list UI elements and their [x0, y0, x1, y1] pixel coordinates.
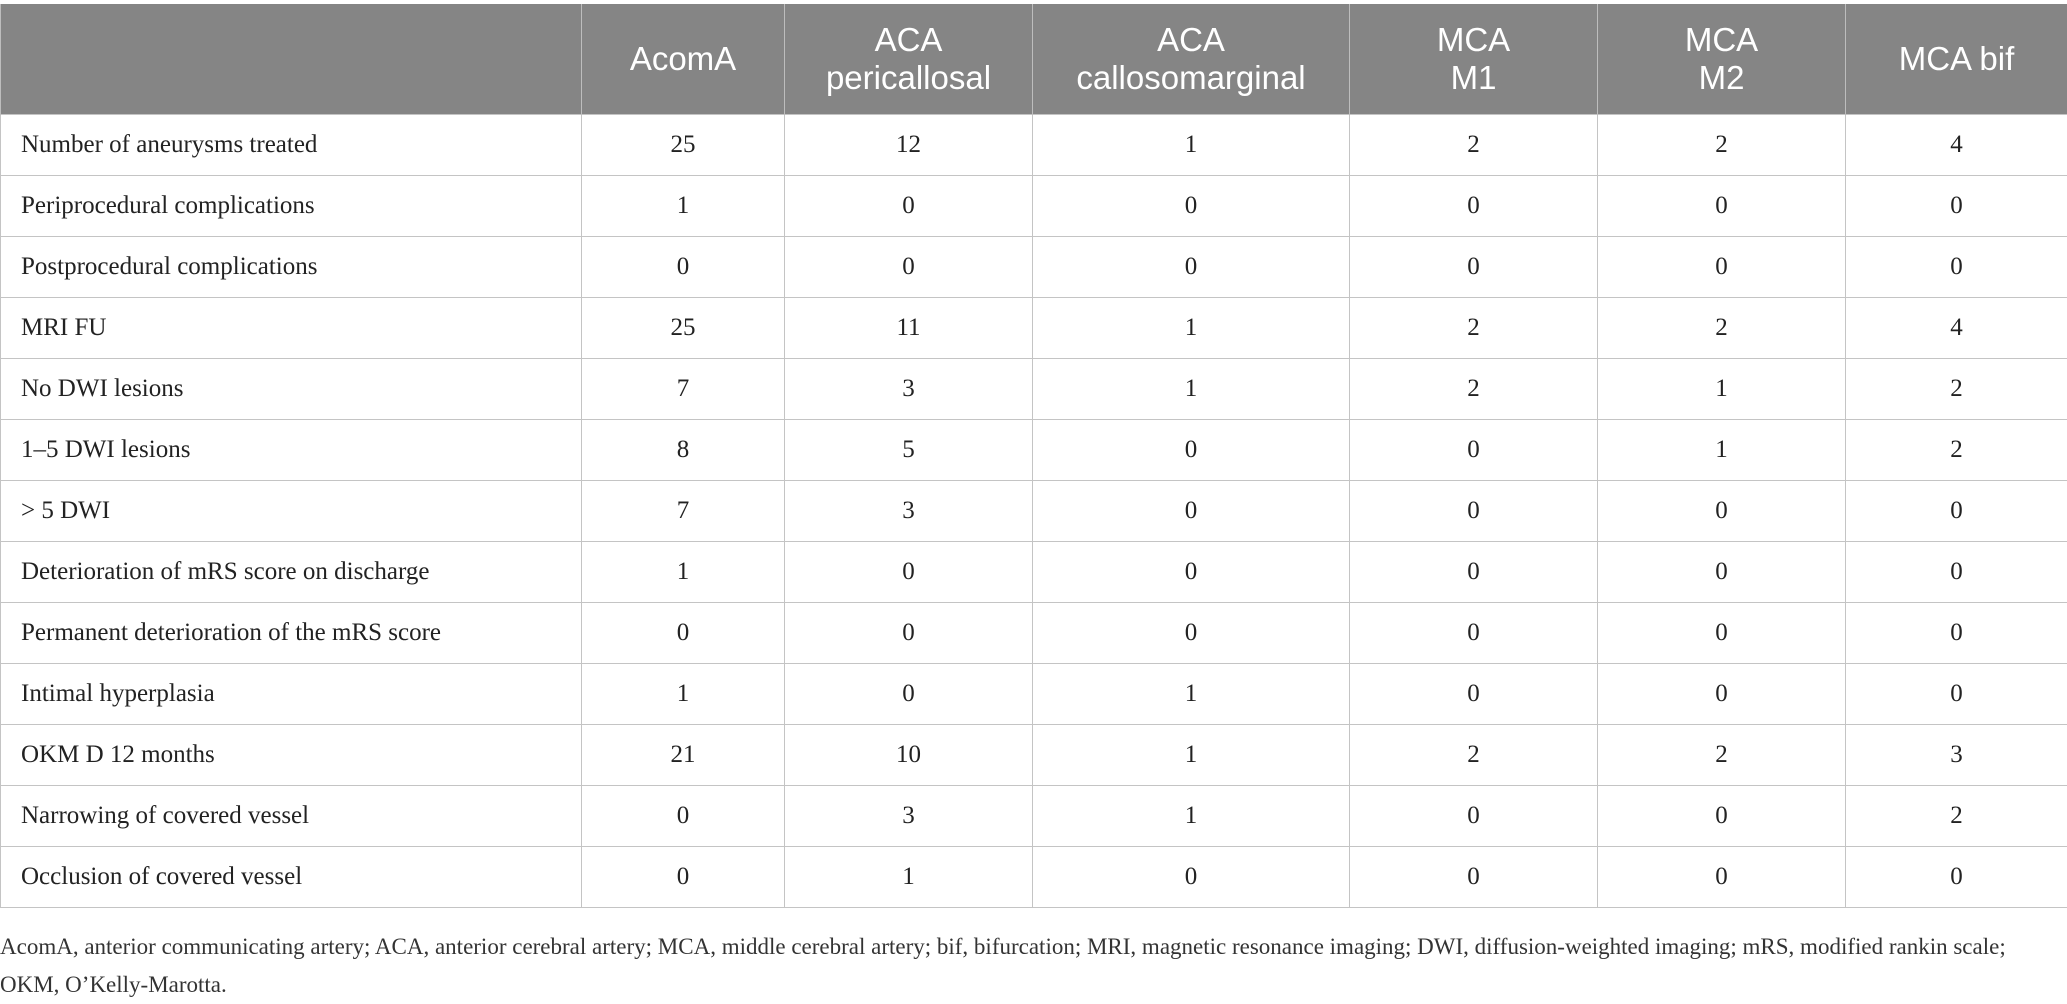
- header-cell-acoma: [582, 4, 785, 115]
- results-table-container: [0, 4, 2067, 908]
- table-cell: 0: [1846, 176, 2067, 237]
- table-cell: 0: [1033, 176, 1350, 237]
- table-cell: 4: [1846, 115, 2067, 176]
- table-cell: 0: [1598, 847, 1846, 908]
- table-row: [1, 725, 2067, 786]
- table-cell: 10: [785, 725, 1033, 786]
- table-cell: 0: [1598, 603, 1846, 664]
- header-line: M1: [1356, 59, 1591, 97]
- header-line: MCA: [1356, 21, 1591, 59]
- row-label: Occlusion of covered vessel: [1, 847, 582, 908]
- table-cell: 0: [1033, 237, 1350, 298]
- row-label: MRI FU: [1, 298, 582, 359]
- table-cell: 2: [1350, 359, 1598, 420]
- table-cell: 1: [1033, 664, 1350, 725]
- header-cell-aca-callosomarginal: [1033, 4, 1350, 115]
- table-cell: 0: [1033, 481, 1350, 542]
- table-cell: 0: [1598, 542, 1846, 603]
- row-label: Deterioration of mRS score on discharge: [1, 542, 582, 603]
- table-cell: 1: [1033, 725, 1350, 786]
- table-cell: 0: [1598, 786, 1846, 847]
- table-cell: 1: [785, 847, 1033, 908]
- table-cell: 0: [1846, 603, 2067, 664]
- table-cell: 0: [785, 664, 1033, 725]
- table-cell: 0: [1350, 664, 1598, 725]
- table-row: [1, 603, 2067, 664]
- table-cell: 5: [785, 420, 1033, 481]
- table-header: [1, 4, 2067, 115]
- table-cell: 21: [582, 725, 785, 786]
- table-cell: 0: [1598, 176, 1846, 237]
- table-row: [1, 420, 2067, 481]
- table-cell: 2: [1350, 725, 1598, 786]
- table-cell: 0: [1033, 420, 1350, 481]
- row-label: 1–5 DWI lesions: [1, 420, 582, 481]
- table-cell: 0: [1033, 847, 1350, 908]
- table-row: [1, 176, 2067, 237]
- row-label: OKM D 12 months: [1, 725, 582, 786]
- table-row: [1, 847, 2067, 908]
- table-cell: 0: [1846, 237, 2067, 298]
- table-cell: 0: [785, 176, 1033, 237]
- table-cell: 1: [582, 664, 785, 725]
- table-body: [1, 115, 2067, 908]
- table-cell: 3: [785, 359, 1033, 420]
- table-cell: 0: [1033, 542, 1350, 603]
- table-cell: 0: [1350, 603, 1598, 664]
- table-cell: 2: [1846, 420, 2067, 481]
- table-cell: 0: [1350, 542, 1598, 603]
- table-cell: 0: [582, 237, 785, 298]
- header-row: [1, 4, 2067, 115]
- table-cell: 1: [1033, 115, 1350, 176]
- table-cell: 25: [582, 115, 785, 176]
- table-cell: 0: [1846, 481, 2067, 542]
- table-row: [1, 786, 2067, 847]
- header-line: pericallosal: [791, 59, 1026, 97]
- header-line: AcomA: [588, 40, 778, 78]
- header-line: ACA: [1039, 21, 1343, 59]
- table-cell: 2: [1846, 786, 2067, 847]
- table-cell: 3: [785, 481, 1033, 542]
- table-cell: 0: [1846, 847, 2067, 908]
- table-cell: 0: [1846, 664, 2067, 725]
- table-cell: 1: [1598, 359, 1846, 420]
- table-cell: 1: [1033, 359, 1350, 420]
- header-cell-blank: [1, 4, 582, 115]
- table-cell: 0: [1598, 664, 1846, 725]
- table-cell: 1: [582, 176, 785, 237]
- table-cell: 4: [1846, 298, 2067, 359]
- table-row: [1, 298, 2067, 359]
- table-cell: 7: [582, 359, 785, 420]
- table-cell: 7: [582, 481, 785, 542]
- table-cell: 3: [785, 786, 1033, 847]
- table-cell: 0: [1350, 481, 1598, 542]
- table-row: [1, 481, 2067, 542]
- header-cell-mca-m1: [1350, 4, 1598, 115]
- table-row: [1, 115, 2067, 176]
- row-label: Narrowing of covered vessel: [1, 786, 582, 847]
- table-cell: 1: [582, 542, 785, 603]
- table-cell: 1: [1033, 298, 1350, 359]
- header-cell-aca-pericallosal: [785, 4, 1033, 115]
- table-cell: 0: [1350, 420, 1598, 481]
- table-cell: 3: [1846, 725, 2067, 786]
- row-label: Permanent deterioration of the mRS score: [1, 603, 582, 664]
- table-cell: 0: [582, 786, 785, 847]
- table-footnote: AcomA, anterior communicating artery; ACA, anterior cerebral artery; MCA, middle cerebral artery; bif, bifurcation; MRI, magnetic resonance imaging; DWI, diffusion-weighted imaging; mRS, modified rankin scale; OKM, O’Kelly-Marotta.: [0, 928, 2040, 1004]
- table-cell: 0: [1598, 481, 1846, 542]
- header-line: MCA bif: [1852, 40, 2061, 78]
- table-cell: 0: [1350, 786, 1598, 847]
- table-row: [1, 359, 2067, 420]
- table-cell: 0: [1350, 847, 1598, 908]
- table-cell: 1: [1033, 786, 1350, 847]
- header-cell-mca-m2: [1598, 4, 1846, 115]
- table-row: [1, 664, 2067, 725]
- table-cell: 0: [582, 847, 785, 908]
- row-label: Periprocedural complications: [1, 176, 582, 237]
- table-cell: 0: [785, 237, 1033, 298]
- results-table: [0, 4, 2067, 908]
- table-cell: 0: [785, 603, 1033, 664]
- header-line: callosomarginal: [1039, 59, 1343, 97]
- row-label: No DWI lesions: [1, 359, 582, 420]
- table-cell: 0: [785, 542, 1033, 603]
- table-cell: 25: [582, 298, 785, 359]
- table-cell: 2: [1598, 115, 1846, 176]
- table-row: [1, 542, 2067, 603]
- row-label: Number of aneurysms treated: [1, 115, 582, 176]
- table-cell: 0: [1350, 237, 1598, 298]
- header-line: ACA: [791, 21, 1026, 59]
- header-line: M2: [1604, 59, 1839, 97]
- table-cell: 1: [1598, 420, 1846, 481]
- table-cell: 0: [1846, 542, 2067, 603]
- table-row: [1, 237, 2067, 298]
- row-label: > 5 DWI: [1, 481, 582, 542]
- table-cell: 0: [1598, 237, 1846, 298]
- table-cell: 0: [1350, 176, 1598, 237]
- row-label: Intimal hyperplasia: [1, 664, 582, 725]
- table-cell: 2: [1350, 298, 1598, 359]
- table-cell: 0: [582, 603, 785, 664]
- table-cell: 8: [582, 420, 785, 481]
- table-cell: 2: [1598, 298, 1846, 359]
- header-line: MCA: [1604, 21, 1839, 59]
- table-cell: 2: [1846, 359, 2067, 420]
- table-cell: 0: [1033, 603, 1350, 664]
- row-label: Postprocedural complications: [1, 237, 582, 298]
- table-cell: 2: [1598, 725, 1846, 786]
- header-cell-mca-bif: [1846, 4, 2067, 115]
- table-cell: 12: [785, 115, 1033, 176]
- table-cell: 11: [785, 298, 1033, 359]
- table-cell: 2: [1350, 115, 1598, 176]
